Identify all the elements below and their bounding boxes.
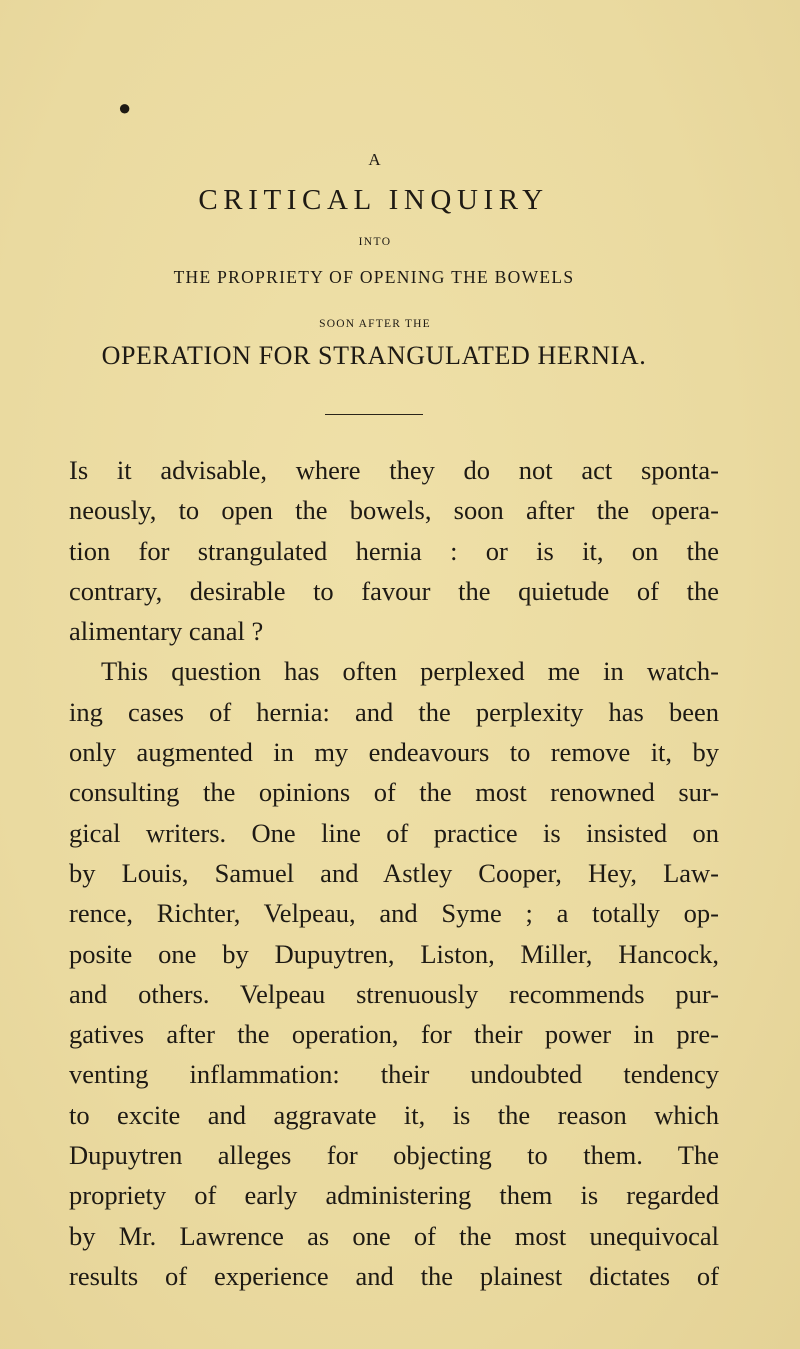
text-line: consulting the opinions of the most renowned sur- (69, 777, 719, 808)
text-line: to excite and aggravate it, is the reason which (69, 1099, 719, 1130)
printer-mark: ● (118, 95, 132, 120)
text-line: rence, Richter, Velpeau, and Syme ; a totally op- (69, 898, 719, 929)
text-line: by Mr. Lawrence as one of the most unequivocal (69, 1220, 719, 1251)
text-line: Dupuytren alleges for objecting to them. The (69, 1140, 719, 1171)
text-line: contrary, desirable to favour the quietude of the (69, 575, 719, 606)
title-divider (325, 414, 423, 415)
text-line: This question has often perplexed me in watch- (101, 656, 719, 687)
text-line: ing cases of hernia: and the perplexity has been (69, 696, 719, 727)
text-line: alimentary canal ? (69, 616, 264, 647)
body-text (69, 450, 719, 1296)
text-line: posite one by Dupuytren, Liston, Miller, Hancock, (69, 938, 719, 969)
text-line: gical writers. One line of practice is insisted on (69, 817, 719, 848)
title-connector-soon: SOON AFTER THE (319, 318, 431, 330)
title-connector-into: INTO (358, 236, 392, 248)
text-line: results of experience and the plainest dictates of (69, 1260, 719, 1291)
page-title: CRITICAL INQUIRY (198, 184, 549, 216)
text-line: venting inflammation: their undoubted tendency (69, 1059, 719, 1090)
title-article: A (368, 150, 382, 169)
text-line: and others. Velpeau strenuously recommends pur- (69, 978, 719, 1009)
title-subject: THE PROPRIETY OF OPENING THE BOWELS (173, 267, 575, 287)
text-line: by Louis, Samuel and Astley Cooper, Hey, Law- (69, 857, 719, 888)
text-line: gatives after the operation, for their power in pre- (69, 1019, 719, 1050)
text-line: Is it advisable, where they do not act sponta- (69, 455, 719, 485)
title-operation: OPERATION FOR STRANGULATED HERNIA. (101, 341, 647, 370)
text-line: propriety of early administering them is regarded (69, 1180, 719, 1211)
text-line: tion for strangulated hernia : or is it, on the (69, 535, 719, 566)
text-line: neously, to open the bowels, soon after the opera- (69, 495, 719, 526)
text-line: only augmented in my endeavours to remove it, by (69, 737, 719, 768)
